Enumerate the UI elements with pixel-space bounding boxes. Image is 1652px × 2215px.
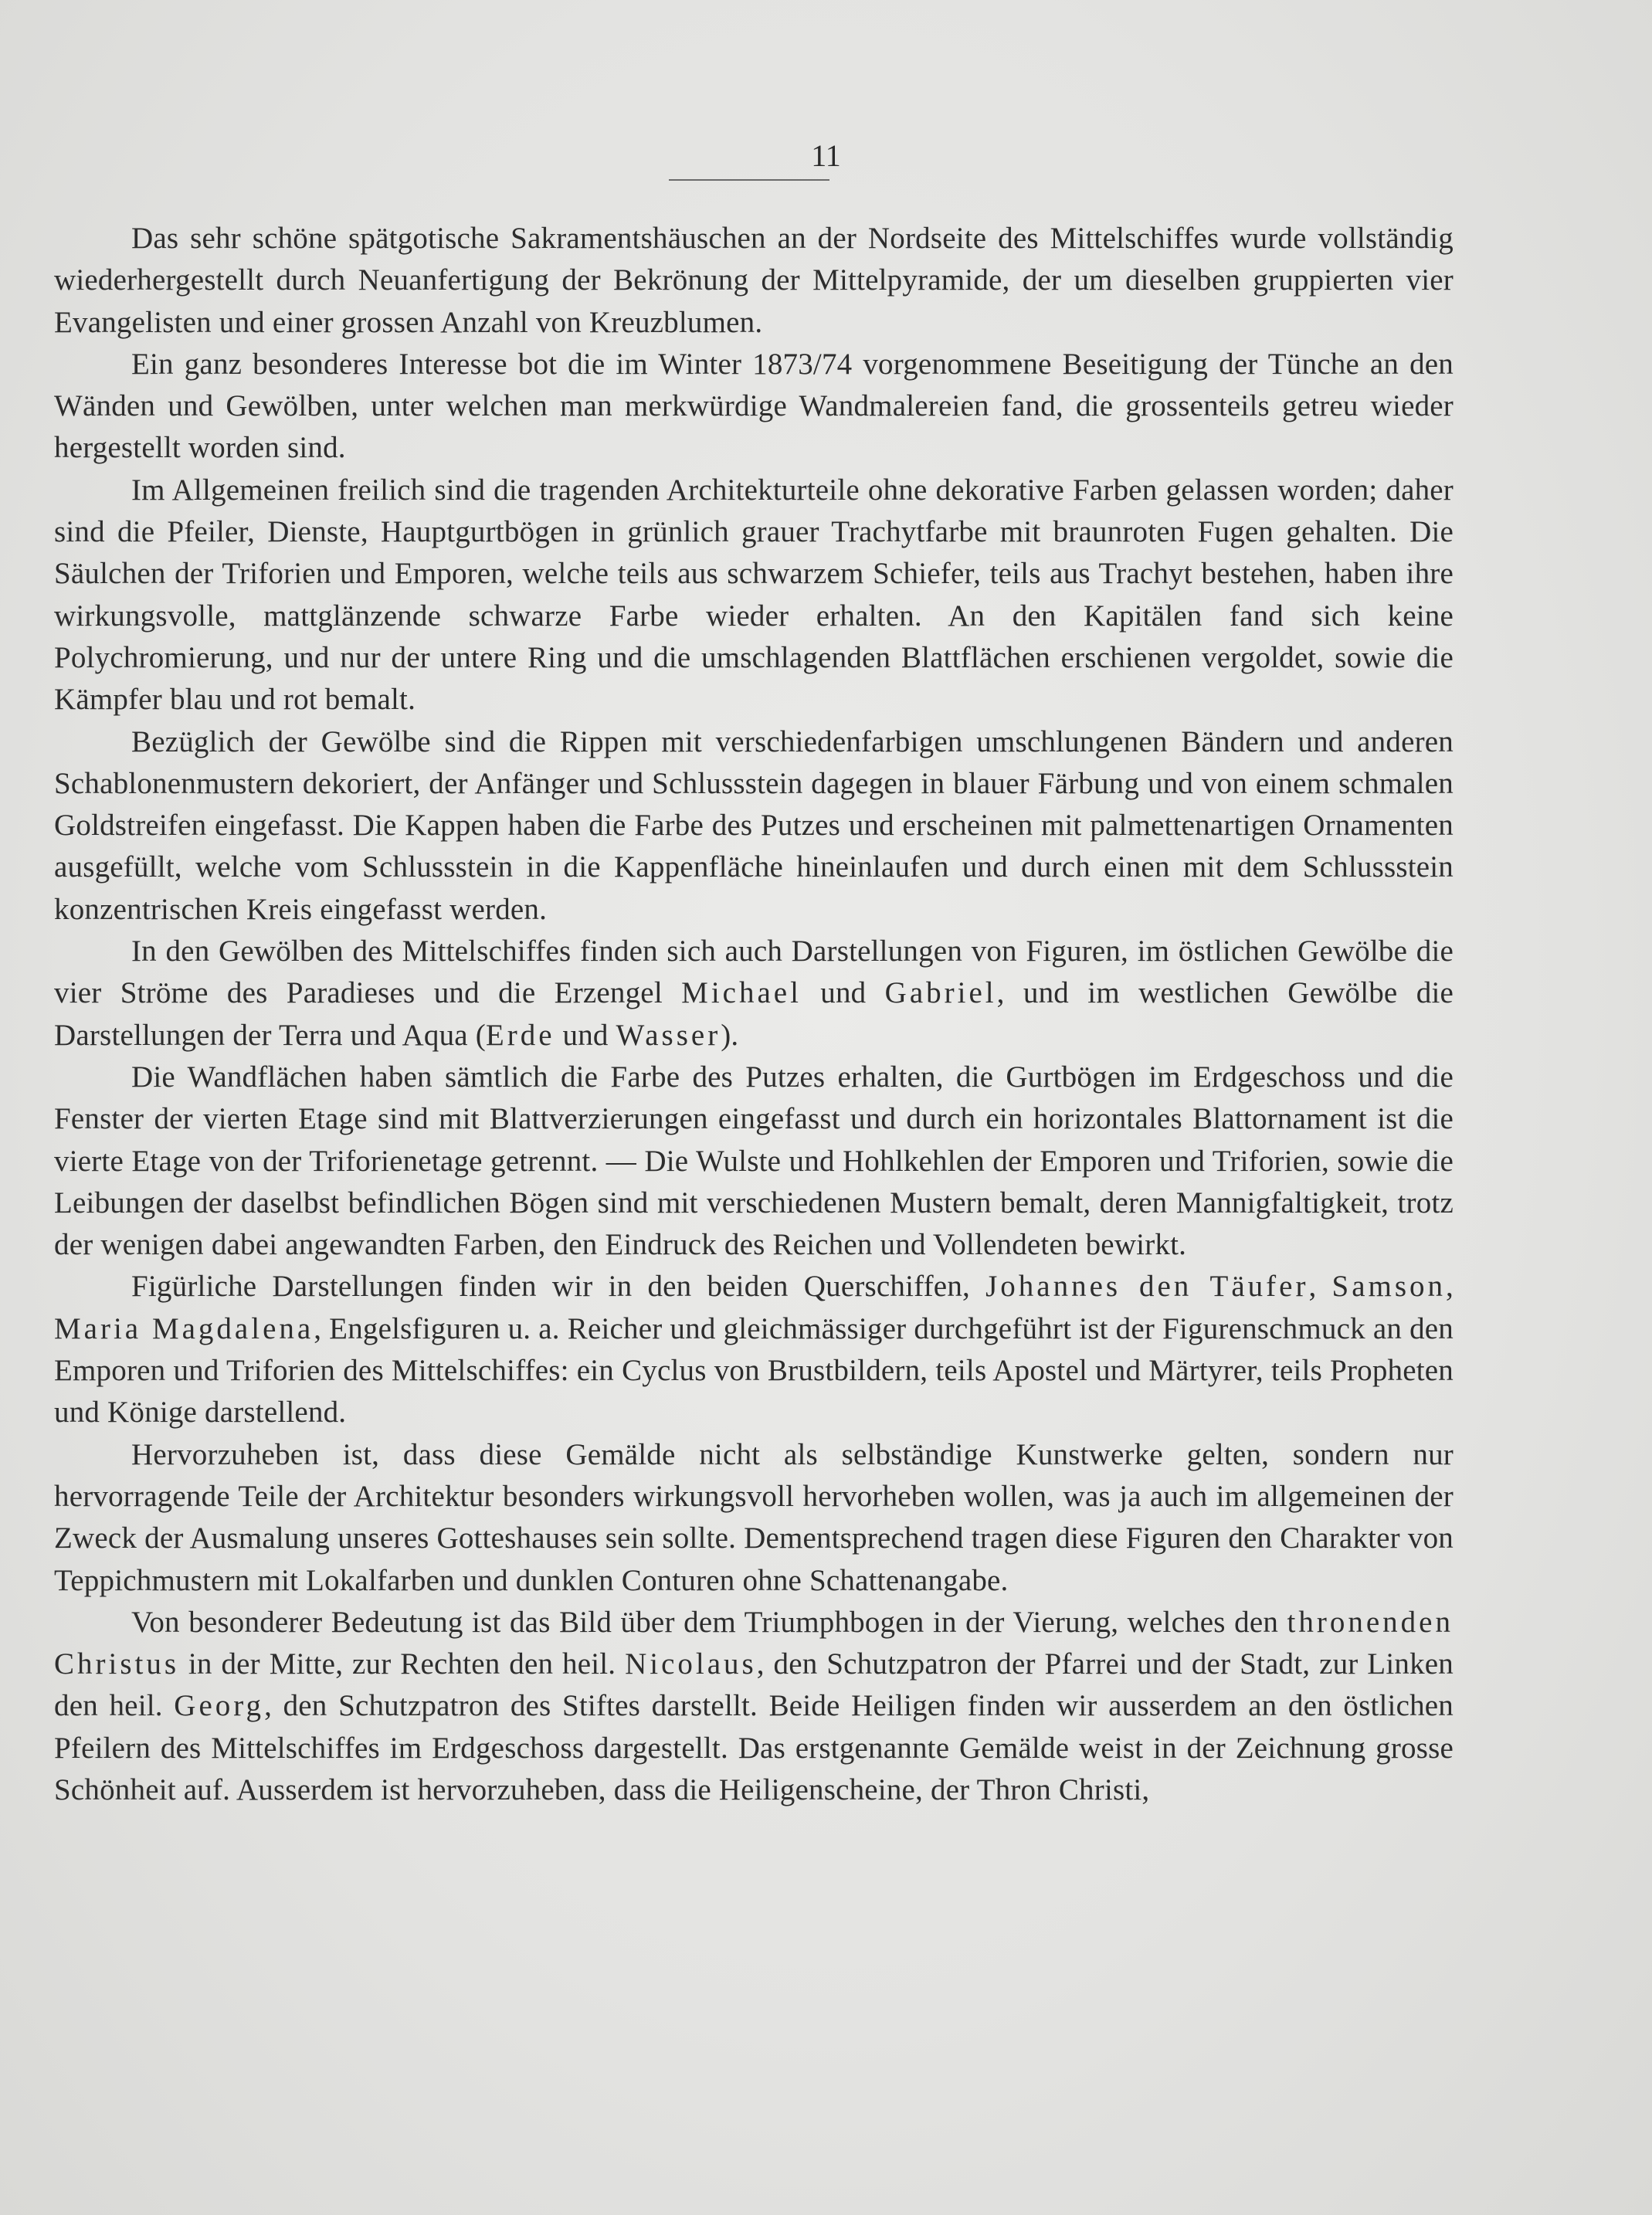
text-run: , den Schutzpatron des Stiftes darstellt. Beide Heiligen finden wir ausserdem an den östlichen Pfeilern des Mittelschiffes im Erdgeschoss dargestellt. Das erstgenannte Gemälde weist in der Zeichnung grosse Schönheit auf. Ausserdem ist hervorzuheben, dass die Heiligenscheine, der Thron Christi, (54, 1689, 1454, 1806)
paragraph (54, 1266, 1454, 1433)
name-thronenden-christus: thronenden Christus (54, 1605, 1454, 1681)
paragraph: Im Allgemeinen freilich sind die tragenden Architekturteile ohne dekorative Farben gelassen worden; daher sind die Pfeiler, Dienste, Hauptgurtbögen in grünlich grauer Trachytfarbe mit braunroten Fugen gehalten. Die Säulchen der Triforien und Emporen, welche teils aus schwarzem Schiefer, teils aus Trachyt bestehen, haben ihre wirkungsvolle, mattglänzende schwarze Farbe wieder erhalten. An den Kapitälen fand sich keine Polychromierung, und nur der untere Ring und die umschlagenden Blattflächen erschienen vergoldet, sowie die Kämpfer blau und rot bemalt. (54, 473, 1454, 717)
name-samson: Samson (1331, 1270, 1447, 1304)
text-run: Figürliche Darstellungen finden wir in den beiden Querschiffen, (131, 1270, 986, 1304)
page-number: 11 (811, 138, 841, 173)
text-run: , (1446, 1270, 1454, 1304)
text-run: Von besonderer Bedeutung ist das Bild über dem Triumphbogen in der Vierung, welches den (131, 1605, 1287, 1639)
text-run: und (801, 976, 885, 1010)
word-erde: Erde (485, 1018, 555, 1052)
name-nicolaus: Nicolaus (625, 1647, 757, 1681)
text-run: , und im westlichen Gewölbe die Darstellungen der Terra und Aqua ( (54, 976, 1454, 1052)
text-run: ). (721, 1018, 739, 1052)
text-run: , Engelsfiguren u. a. Reicher und gleichmässiger durchgeführt ist der Figurenschmuck an den Emporen und Triforien des Mittelschiffes: ein Cyclus von Brustbildern, teils Apostel und Märtyrer, teils Propheten und Könige darstellend. (54, 1311, 1454, 1430)
name-johannes: Johannes den Täufer (985, 1270, 1309, 1304)
paragraph: Bezüglich der Gewölbe sind die Rippen mit verschiedenfarbigen umschlungenen Bändern und anderen Schablonenmustern dekoriert, der Anfänger und Schlussstein dagegen in blauer Färbung und von einem schmalen Goldstreifen eingefasst. Die Kappen haben die Farbe des Putzes und erscheinen mit palmettenartigen Ornamenten ausgefüllt, welche vom Schlussstein in die Kappenfläche hineinlaufen und durch einen mit dem Schlussstein konzentrischen Kreis eingefasst werden. (54, 724, 1454, 926)
word-wasser: Wasser (616, 1018, 721, 1052)
text-run: in der Mitte, zur Rechten den heil. (179, 1647, 626, 1681)
paragraph: Ein ganz besonderes Interesse bot die im Winter 1873/74 vorgenommene Beseitigung der Tünche an den Wänden und Gewölben, unter welchen man merkwürdige Wandmalereien fand, die grossenteils getreu wieder hergestellt worden sind. (54, 347, 1454, 465)
paragraph (54, 1602, 1454, 1811)
paragraph (54, 931, 1454, 1057)
paragraph: Das sehr schöne spätgotische Sakramentshäuschen an der Nordseite des Mittelschiffes wurde vollständig wiederhergestellt durch Neuanfertigung der Bekrönung der Mittelpyramide, der um dieselben gruppierten vier Evangelisten und einer grossen Anzahl von Kreuzblumen. (54, 222, 1454, 339)
body-text (54, 218, 1454, 1811)
name-gabriel: Gabriel (884, 976, 997, 1010)
text-run: , (1308, 1270, 1332, 1304)
paragraph: Die Wandflächen haben sämtlich die Farbe des Putzes erhalten, die Gurtbögen im Erdgeschoss und die Fenster der vierten Etage sind mit Blattverzierungen eingefasst und durch ein horizontales Blattornament ist die vierte Etage von der Triforienetage getrennt. — Die Wulste und Hohlkehlen der Emporen und Triforien, sowie die Leibungen der daselbst befindlichen Bögen sind mit verschiedenen Mustern bemalt, deren Mannigfaltigkeit, trotz der wenigen dabei angewandten Farben, den Eindruck des Reichen und Vollendeten bewirkt. (54, 1060, 1454, 1262)
text-run: und (555, 1018, 616, 1052)
name-maria-magdalena: Maria Magdalena (54, 1311, 314, 1345)
paragraph: Hervorzuheben ist, dass diese Gemälde nicht als selbständige Kunstwerke gelten, sondern nur hervorragende Teile der Architektur besonders wirkungsvoll hervorheben wollen, was ja auch im allgemeinen der Zweck der Ausmalung unseres Gotteshauses sein sollte. Dementsprechend tragen diese Figuren den Charakter von Teppichmustern mit Lokalfarben und dunklen Conturen ohne Schattenangabe. (54, 1437, 1454, 1597)
name-georg: Georg (174, 1689, 265, 1723)
text-run: , den Schutzpatron der Pfarrei und der Stadt, zur Linken den heil. (54, 1647, 1454, 1723)
name-michael: Michael (681, 976, 802, 1010)
text-run: In den Gewölben des Mittelschiffes finden sich auch Darstellungen von Figuren, im östlichen Gewölbe die vier Ströme des Paradieses und die Erzengel (54, 935, 1454, 1010)
header-rule (669, 179, 829, 181)
